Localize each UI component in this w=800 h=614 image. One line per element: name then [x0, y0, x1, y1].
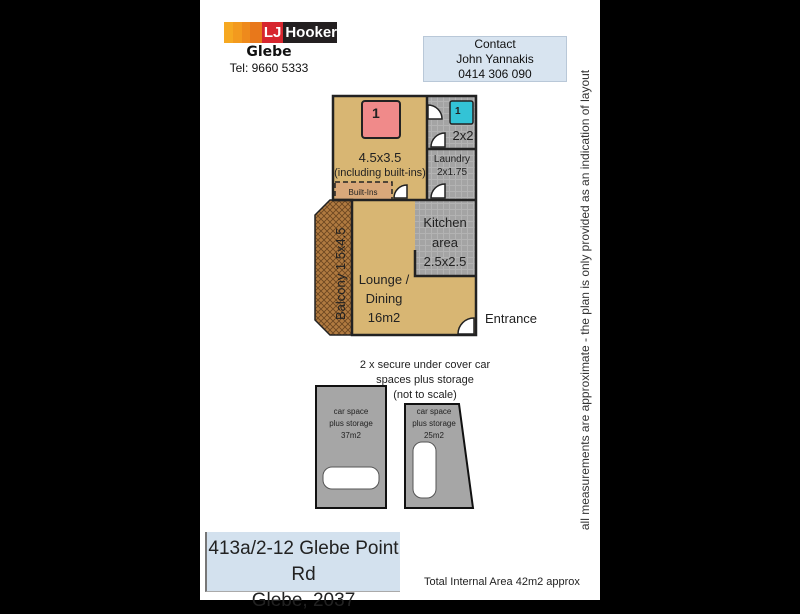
lounge-area: 16m2 [367, 310, 401, 325]
parking-description [325, 358, 525, 403]
contact-heading: Contact [474, 37, 516, 51]
car-space-1 [316, 386, 386, 508]
car-icon [413, 442, 436, 498]
car-space-1-line1: car space [333, 407, 369, 416]
address-box [205, 532, 400, 611]
car-space-2-line1: car space [416, 407, 452, 416]
bedroom-dimensions: 4.5x3.5 [358, 150, 402, 165]
car-space-1-area: 37m2 [340, 431, 362, 440]
parking-line: 2 x secure under cover car [359, 359, 491, 371]
entrance-label: Entrance [485, 311, 538, 326]
balcony-label: Balcony 1.5x4.5 [333, 227, 348, 320]
bathroom-dimensions: 2x2 [452, 128, 474, 143]
bedroom-note: (including built-ins) [334, 167, 426, 179]
office-name: Glebe [246, 44, 292, 60]
contact-phone: 0414 306 090 [458, 67, 532, 81]
logo-name: Hooker [285, 24, 338, 41]
kitchen-label-2: area [431, 235, 459, 250]
address-line-1: 413a/2-12 Glebe Point Rd [208, 538, 399, 585]
lounge-label: Lounge / [358, 272, 410, 287]
car-icon [323, 467, 379, 489]
logo-prefix: LJ [263, 24, 282, 41]
bedroom-icon-label: 1 [372, 105, 380, 121]
disclaimer: all measurements are approximate - the plan is only provided as an indication of layout [578, 69, 592, 531]
laundry-dimensions: 2x1.75 [436, 167, 468, 178]
kitchen-dimensions: 2.5x2.5 [423, 254, 467, 269]
bedroom-icon [362, 101, 400, 138]
lounge-label-2: Dining [365, 291, 403, 306]
parking-line: (not to scale) [393, 389, 457, 401]
total-area: Total Internal Area 42m2 approx [424, 576, 580, 588]
laundry-label: Laundry [433, 154, 471, 165]
bathroom-icon [450, 101, 473, 124]
parking-line: spaces plus storage [376, 374, 474, 386]
car-space-2-area: 25m2 [423, 431, 445, 440]
bathroom-icon-label: 1 [455, 106, 461, 117]
car-space-2-line2: plus storage [412, 419, 456, 428]
kitchen-label: Kitchen [423, 215, 467, 230]
address-line-2: Glebe, 2037 [251, 590, 356, 611]
built-ins-label: Built-Ins [348, 188, 378, 197]
car-space-1-line2: plus storage [329, 419, 373, 428]
contact-name: John Yannakis [456, 52, 534, 66]
office-phone: Tel: 9660 5333 [229, 61, 309, 75]
